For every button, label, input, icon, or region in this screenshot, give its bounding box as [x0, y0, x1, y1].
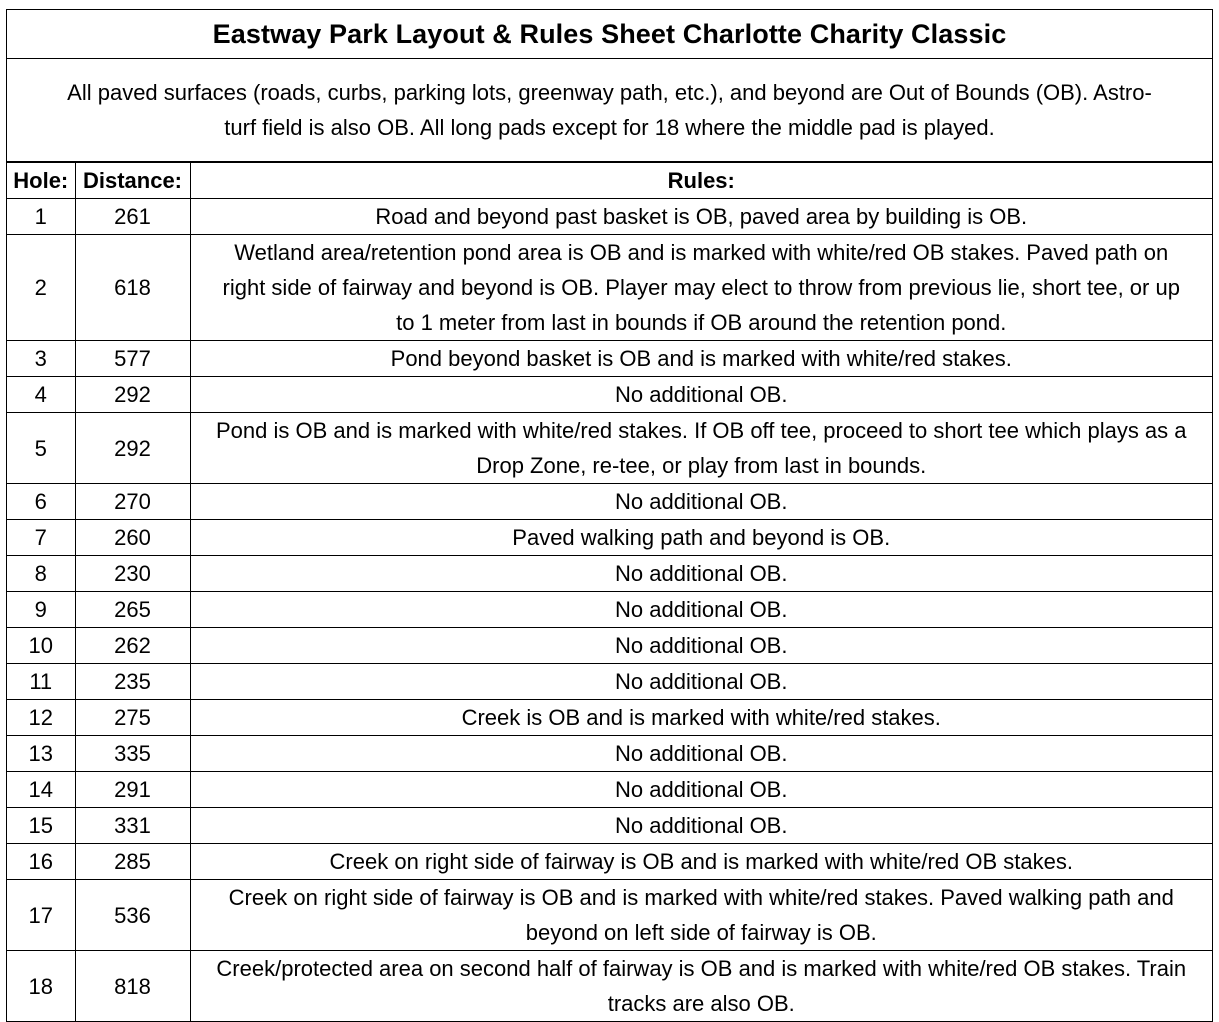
hole-rule: No additional OB.	[190, 808, 1212, 844]
hole-number: 8	[7, 556, 75, 592]
hole-rule: No additional OB.	[190, 377, 1212, 413]
table-row	[7, 592, 1212, 628]
hole-number: 4	[7, 377, 75, 413]
hole-rule: Road and beyond past basket is OB, paved area by building is OB.	[190, 199, 1212, 235]
hole-rule: No additional OB.	[190, 772, 1212, 808]
hole-number: 1	[7, 199, 75, 235]
hole-number: 7	[7, 520, 75, 556]
hole-rule: Wetland area/retention pond area is OB and is marked with white/red OB stakes. Paved path on right side of fairway and beyond is OB. Player may elect to throw from previous lie, short tee, or up to 1 meter from last in bounds if OB around the retention pond.	[190, 235, 1212, 341]
hole-distance: 536	[75, 880, 190, 951]
intro-text: All paved surfaces (roads, curbs, parking lots, greenway path, etc.), and beyond are Out of Bounds (OB). Astro-turf field is also OB. All long pads except for 18 where the middle pad is played.	[67, 80, 1152, 140]
hole-distance: 291	[75, 772, 190, 808]
hole-rule: Pond beyond basket is OB and is marked with white/red stakes.	[190, 341, 1212, 377]
hole-distance: 270	[75, 484, 190, 520]
table-row	[7, 413, 1212, 484]
header-hole: Hole:	[7, 163, 75, 199]
table-row	[7, 520, 1212, 556]
hole-rule: Creek/protected area on second half of fairway is OB and is marked with white/red OB stakes. Train tracks are also OB.	[190, 951, 1212, 1022]
table-row	[7, 844, 1212, 880]
hole-number: 14	[7, 772, 75, 808]
hole-distance: 265	[75, 592, 190, 628]
hole-distance: 331	[75, 808, 190, 844]
table-row	[7, 484, 1212, 520]
hole-distance: 618	[75, 235, 190, 341]
hole-rule: Creek on right side of fairway is OB and is marked with white/red stakes. Paved walking path and beyond on left side of fairway is OB.	[190, 880, 1212, 951]
table-row	[7, 808, 1212, 844]
hole-number: 10	[7, 628, 75, 664]
hole-rule: Creek is OB and is marked with white/red stakes.	[190, 700, 1212, 736]
table-row	[7, 628, 1212, 664]
table-row	[7, 341, 1212, 377]
table-row	[7, 556, 1212, 592]
hole-distance: 235	[75, 664, 190, 700]
intro-paragraph	[7, 59, 1212, 162]
hole-distance: 262	[75, 628, 190, 664]
hole-number: 3	[7, 341, 75, 377]
table-row	[7, 772, 1212, 808]
hole-number: 2	[7, 235, 75, 341]
hole-distance: 292	[75, 413, 190, 484]
hole-number: 12	[7, 700, 75, 736]
header-distance: Distance:	[75, 163, 190, 199]
hole-distance: 818	[75, 951, 190, 1022]
table-row	[7, 377, 1212, 413]
hole-rule: No additional OB.	[190, 736, 1212, 772]
sheet-title: Eastway Park Layout & Rules Sheet Charlotte Charity Classic	[7, 10, 1212, 59]
table-row	[7, 199, 1212, 235]
hole-distance: 335	[75, 736, 190, 772]
hole-rule: Paved walking path and beyond is OB.	[190, 520, 1212, 556]
table-row	[7, 951, 1212, 1022]
table-row	[7, 880, 1212, 951]
table-row	[7, 235, 1212, 341]
hole-number: 16	[7, 844, 75, 880]
hole-number: 18	[7, 951, 75, 1022]
rules-table	[7, 162, 1212, 1021]
hole-rule: No additional OB.	[190, 592, 1212, 628]
hole-rule: No additional OB.	[190, 628, 1212, 664]
hole-number: 11	[7, 664, 75, 700]
hole-number: 17	[7, 880, 75, 951]
hole-rule: No additional OB.	[190, 664, 1212, 700]
hole-distance: 261	[75, 199, 190, 235]
hole-distance: 260	[75, 520, 190, 556]
table-header-row	[7, 163, 1212, 199]
hole-number: 9	[7, 592, 75, 628]
hole-number: 15	[7, 808, 75, 844]
hole-rule: Pond is OB and is marked with white/red stakes. If OB off tee, proceed to short tee which plays as a Drop Zone, re-tee, or play from last in bounds.	[190, 413, 1212, 484]
hole-rule: No additional OB.	[190, 484, 1212, 520]
hole-rule: No additional OB.	[190, 556, 1212, 592]
table-row	[7, 700, 1212, 736]
hole-distance: 577	[75, 341, 190, 377]
hole-distance: 285	[75, 844, 190, 880]
hole-number: 13	[7, 736, 75, 772]
rules-sheet	[6, 9, 1213, 1022]
hole-number: 5	[7, 413, 75, 484]
hole-distance: 292	[75, 377, 190, 413]
hole-number: 6	[7, 484, 75, 520]
table-row	[7, 736, 1212, 772]
hole-rule: Creek on right side of fairway is OB and is marked with white/red OB stakes.	[190, 844, 1212, 880]
hole-distance: 230	[75, 556, 190, 592]
header-rules: Rules:	[190, 163, 1212, 199]
table-row	[7, 664, 1212, 700]
hole-distance: 275	[75, 700, 190, 736]
